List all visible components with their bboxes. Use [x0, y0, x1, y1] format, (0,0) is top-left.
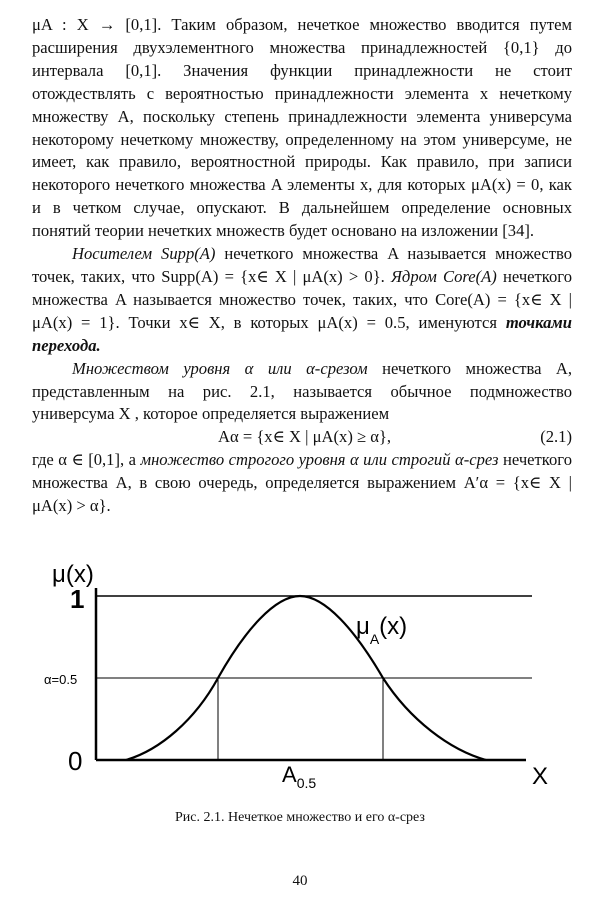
tick-0-label: 0 [68, 746, 83, 776]
page-number: 40 [292, 873, 308, 889]
paragraph-4 [32, 449, 572, 518]
tick-1-label: 1 [70, 584, 85, 614]
paragraph-1: μA : X → [0,1]. Таким образом, нечеткое множество вводится путем расширения двухэлементного множества принадлежностей {0,1} до интервала [0,1]. Значения функции принадлежности не стоит отождествлять с вероятностью принадлежности элемента x нечеткому множеству A, поскольку степень принадлежности элемента универсума некоторому нечеткому множеству, определенному на этом универсуме, не имеет, как правило, вероятностной природы. Как правило, при записи некоторого нечеткого множества A элементы x, для которых μA(x) = 0, как и в четком случае, опускают. В дальнейшем определение основных понятий теории нечетких множеств будет основано на изложении [34]. [32, 15, 572, 241]
term-alpha-cut: Множеством уровня α или α-срезом [72, 358, 368, 378]
tick-alpha-label: α=0.5 [44, 672, 78, 687]
fuzzy-set-figure [40, 560, 560, 800]
curve-label: $\mu_A(x)$ [356, 613, 408, 647]
paragraph-2 [32, 243, 572, 358]
paragraph-2-part-a: нечеткого множества A называется множество точек, таких, что Supp(A) = {x∈ X | μA(x) > 0}. [32, 244, 572, 286]
paragraph-4-part-a: где α ∈ [0,1], а [32, 450, 141, 470]
alpha-cut-label: $A_{0.5}$ [282, 762, 317, 791]
equation-2-1 [32, 426, 572, 449]
x-axis-label: X [532, 763, 549, 790]
paragraph-3 [32, 358, 572, 427]
term-transition-points: точками перехода. [32, 312, 572, 355]
term-strict-alpha-cut: множество строгого уровня α или строгий α-срез [140, 450, 499, 470]
figure-caption: Рис. 2.1. Нечеткое множество и его α-срез [175, 810, 425, 825]
y-axis-label: μ(x) [52, 561, 94, 588]
paragraph-4-part-b: нечеткого множества A, в свою очередь, определяется выражением A′α = {x∈ X | μA(x) > α}. [32, 450, 572, 516]
equation-text: Aα = {x∈ X | μA(x) ≥ α}, [218, 427, 392, 447]
term-support: Носителем Supp(A) [72, 244, 216, 264]
term-core: Ядром Core(A) [391, 266, 497, 286]
paragraph-2-part-b: нечеткого множества A называется множество точек, таких, что Core(A) = {x∈ X | μA(x) = 1}. Точки x∈ X, в которых μA(x) = 0.5, именуются [32, 266, 572, 332]
paragraph-3-part-a: нечеткого множества A, представленным на рис. 2.1, называется обычное подмножество универсума X , которое определяется выражением [32, 358, 573, 424]
equation-number: (2.1) [540, 427, 572, 447]
body-text [32, 14, 572, 518]
